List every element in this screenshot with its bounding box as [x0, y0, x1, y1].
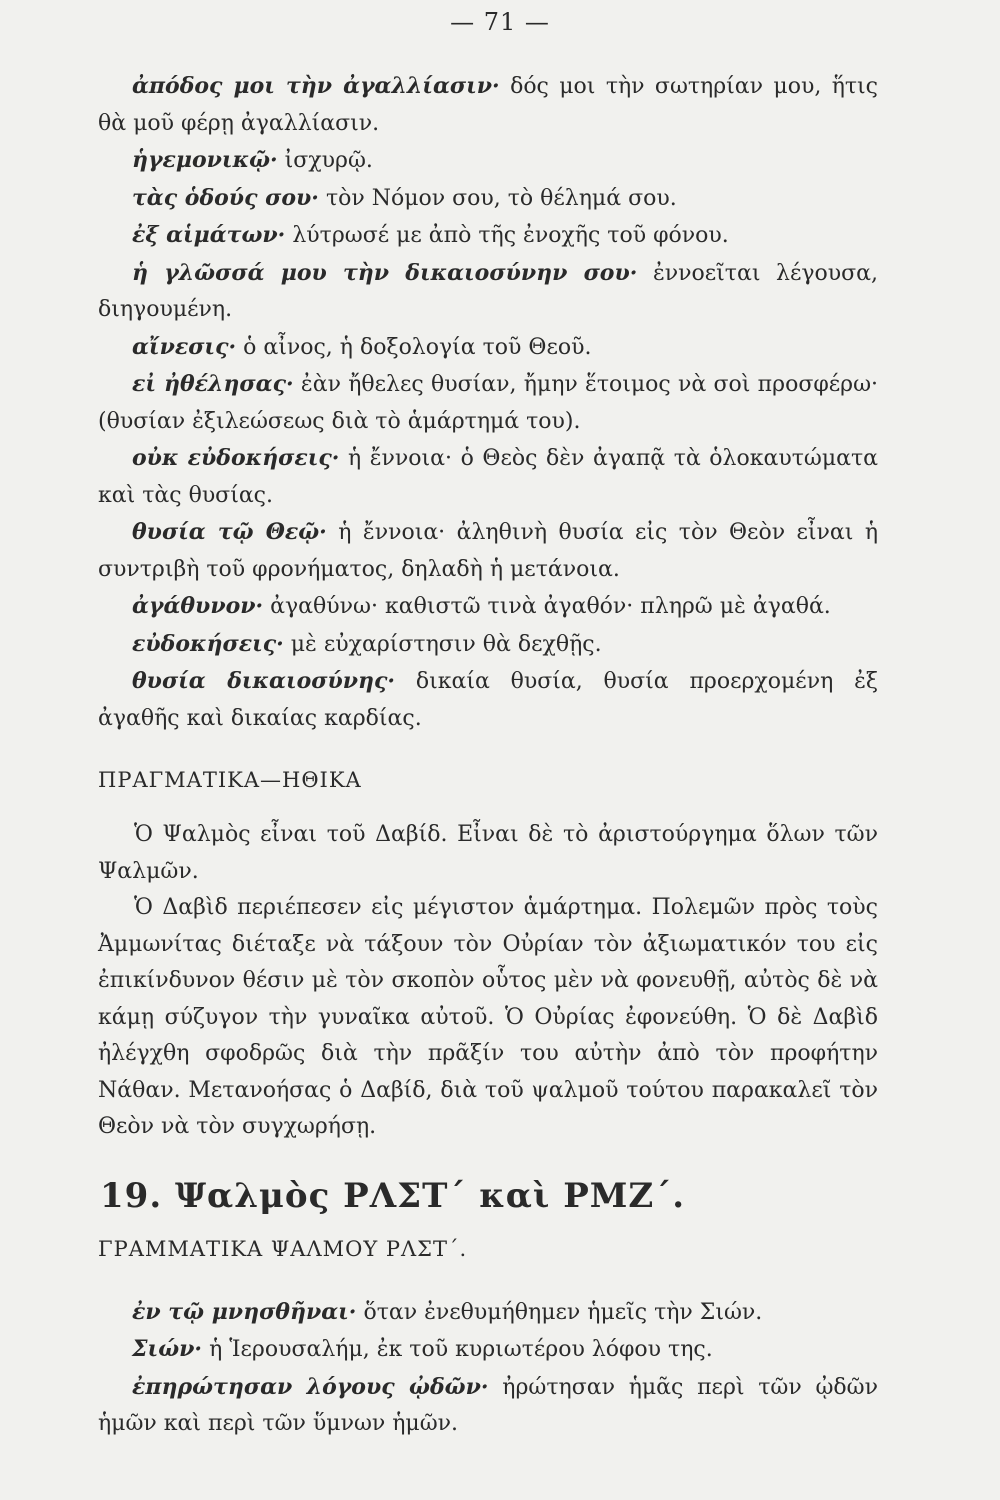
glossary-entry: [98, 626, 878, 664]
section-heading: ΠΡΑΓΜΑΤΙΚΑ—ΗΘΙΚΑ: [98, 768, 362, 792]
glossary-entry: [98, 142, 878, 180]
glossary-term: ἀγάθυνον·: [132, 593, 264, 619]
glossary-term: ἀπόδος μοι τὴν ἀγαλλίασιν·: [132, 73, 500, 99]
glossary-definition: ἡ ἔννοια· ἀληθινὴ θυσία εἰς τὸν Θεὸν εἶναι ἡ συντριβὴ τοῦ φρονήματος, δηλαδὴ ἡ μετάνοια.: [98, 520, 878, 582]
commentary-section: [98, 817, 878, 1146]
glossary-entry: [98, 1331, 878, 1369]
glossary-entry: [98, 255, 878, 329]
commentary-paragraph: Ὁ Δαβὶδ περιέπεσεν εἰς μέγιστον ἁμάρτημα. Πολεμῶν πρὸς τοὺς Ἀμμωνίτας διέταξε νὰ τάξουν τὸν Οὐρίαν τὸν ἀξιωματικόν του εἰς ἐπικίνδυνον θέσιν μὲ τὸν σκοπὸν οὗτος μὲν νὰ φονευθῇ, αὐτὸς δὲ νὰ κάμῃ σύζυγον τὴν γυναῖκα αὐτοῦ. Ὁ Οὐρίας ἐφονεύθη. Ὁ δὲ Δαβὶδ ἠλέγχθη σφοδρῶς διὰ τὴν πρᾶξίν του αὐτὴν ἀπὸ τὸν προφήτην Νάθαν. Μετανοήσας ὁ Δαβίδ, διὰ τοῦ ψαλμοῦ τούτου παρακαλεῖ τὸν Θεὸν νὰ τὸν συγχωρήσῃ.: [98, 895, 878, 1139]
glossary-definition: ἡ ἔννοια· ὁ Θεὸς δὲν ἀγαπᾷ τὰ ὁλοκαυτώματα καὶ τὰς θυσίας.: [98, 446, 879, 508]
glossary-definition: τὸν Νόμον σου, τὸ θέλημά σου.: [318, 185, 677, 211]
glossary-entry: [98, 217, 878, 255]
glossary-term: εὐδοκήσεις·: [132, 630, 284, 657]
glossary-term: ἡ γλῶσσά μου τὴν δικαιοσύνην σου·: [132, 259, 638, 286]
glossary-definition: ὅταν ἐνεθυμήθημεν ἡμεῖς τὴν Σιών.: [356, 1299, 763, 1325]
glossary-definition: ἡ Ἱερουσαλήμ, ἐκ τοῦ κυριωτέρου λόφου της.: [202, 1337, 713, 1362]
glossary-term: θυσία δικαιοσύνης·: [132, 668, 396, 694]
glossary-entry: [98, 1294, 878, 1332]
glossary-term: Σιών·: [132, 1336, 203, 1362]
glossary-section-1: [98, 68, 878, 737]
glossary-definition: μὲ εὐχαρίστησιν θὰ δεχθῇς.: [283, 631, 602, 657]
glossary-entry: [98, 180, 878, 218]
glossary-definition: ἐὰν ἤθελες θυσίαν, ἤμην ἕτοιμος νὰ σοὶ προσφέρω· (θυσίαν ἐξιλεώσεως διὰ τὸ ἁμάρτημά του).: [98, 372, 879, 434]
glossary-definition: λύτρωσέ με ἀπὸ τῆς ἐνοχῆς τοῦ φόνου.: [285, 223, 729, 248]
glossary-definition: ἀγαθύνω· καθιστῶ τινὰ ἀγαθόν· πληρῶ μὲ ἀγαθά.: [263, 594, 831, 619]
page-content: [98, 68, 878, 1443]
glossary-term: τὰς ὁδούς σου·: [132, 184, 319, 211]
glossary-term: θυσία τῷ Θεῷ·: [132, 519, 327, 545]
glossary-entry: [98, 1369, 878, 1443]
glossary-entry: [98, 514, 878, 588]
glossary-definition: ὁ αἶνος, ἡ δοξολογία τοῦ Θεοῦ.: [236, 334, 592, 360]
glossary-entry: [98, 440, 878, 514]
glossary-definition: δικαία θυσία, θυσία προερχομένη ἐξ ἀγαθῆς καὶ δικαίας καρδίας.: [98, 669, 878, 731]
page-number: — 71 —: [450, 8, 550, 36]
glossary-term: εἰ ἠθέλησας·: [132, 371, 294, 397]
glossary-term: αἴνεσις·: [132, 333, 237, 360]
glossary-entry: [98, 329, 878, 367]
glossary-entry: [98, 588, 878, 626]
glossary-entry: [98, 68, 878, 142]
glossary-definition: ἠρώτησαν ἡμᾶς περὶ τῶν ᾠδῶν ἡμῶν καὶ περὶ τῶν ὕμνων ἡμῶν.: [98, 1374, 878, 1436]
glossary-entry: [98, 366, 878, 440]
commentary-paragraph: Ὁ Ψαλμὸς εἶναι τοῦ Δαβίδ. Εἶναι δὲ τὸ ἀριστούργημα ὅλων τῶν Ψαλμῶν.: [98, 822, 878, 884]
sub-heading: ΓΡΑΜΜΑΤΙΚΑ ΨΑΛΜΟΥ ΡΛΣΤ΄.: [98, 1236, 468, 1261]
glossary-term: ἐν τῷ μνησθῆναι·: [132, 1298, 357, 1325]
glossary-entry: [98, 663, 878, 737]
glossary-definition: ἐννοεῖται λέγουσα, διηγουμένη.: [98, 260, 878, 322]
chapter-title: 19. Ψαλμὸς ΡΛΣΤ΄ καὶ ΡΜΖ΄.: [100, 1175, 686, 1216]
glossary-definition: ἰσχυρῷ.: [277, 148, 373, 173]
glossary-term: ἐπηρώτησαν λόγους ᾠδῶν·: [132, 1373, 489, 1400]
glossary-term: ἡγεμονικῷ·: [132, 147, 278, 173]
glossary-section-2: [98, 1294, 878, 1443]
glossary-term: ἐξ αἱμάτων·: [132, 222, 286, 248]
glossary-term: οὐκ εὐδοκήσεις·: [132, 445, 340, 471]
glossary-definition: δός μοι τὴν σωτηρίαν μου, ἥτις θὰ μοῦ φέρῃ ἀγαλλίασιν.: [98, 74, 878, 136]
